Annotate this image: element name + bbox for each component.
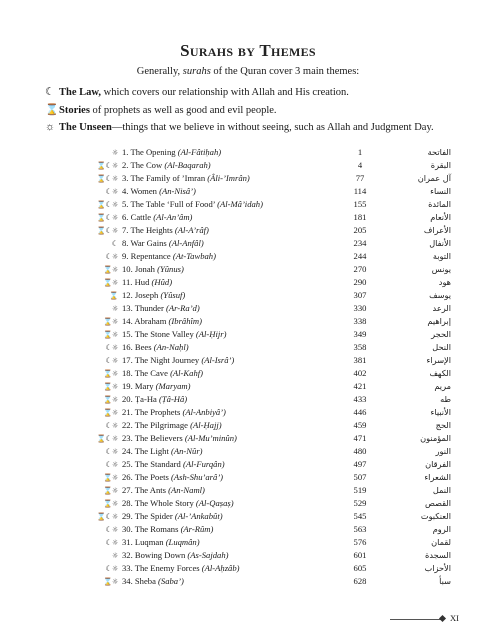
page-ref: 529 [353, 498, 367, 508]
surah-name [122, 380, 191, 393]
surah-name [122, 432, 237, 445]
surah-transliteration: (Al-Anfâl) [168, 238, 204, 248]
page-ref: 576 [353, 537, 367, 547]
page-ref: 601 [353, 550, 367, 560]
surah-title: 18. The Cave [122, 368, 171, 378]
surah-transliteration: (Al-’Ankabût) [174, 511, 223, 521]
page-number: XI [450, 613, 459, 623]
theme-icons: ⌛☼ [102, 408, 118, 417]
list-item [0, 224, 496, 237]
theme-stories-title: Stories [59, 105, 90, 116]
arabic-name: النمل [432, 485, 451, 495]
list-item [0, 185, 496, 198]
page-ref: 205 [353, 225, 367, 235]
theme-unseen [45, 121, 434, 133]
surah-name [122, 185, 196, 198]
page-ref: 402 [353, 368, 367, 378]
page-ref: 330 [353, 303, 367, 313]
page-ref: 338 [353, 316, 367, 326]
list-item [0, 406, 496, 419]
theme-law-title: The Law, [59, 87, 102, 98]
surah-transliteration: (Yûnus) [157, 264, 184, 274]
theme-icons: ⌛☼ [102, 473, 118, 482]
surah-title: 14. Abraham [122, 316, 169, 326]
page-ref: 519 [353, 485, 367, 495]
surah-transliteration: (Al-Ḥijr) [195, 329, 227, 339]
surah-title: 29. The Spider [122, 511, 175, 521]
list-item [0, 484, 496, 497]
surah-title: 21. The Prophets [122, 407, 183, 417]
page-ref: 307 [353, 290, 367, 300]
theme-icons: ☼ [111, 148, 118, 157]
list-item [0, 276, 496, 289]
surah-name [122, 575, 184, 588]
surah-title: 4. Women [122, 186, 160, 196]
surah-transliteration: (Âli-’Imrân) [207, 173, 250, 183]
page-ref: 545 [353, 511, 367, 521]
arabic-name: الشعراء [424, 472, 451, 482]
page-ref: 1 [357, 147, 363, 157]
intro-after: of the Quran cover 3 main themes: [210, 66, 360, 77]
surah-title: 24. The Light [122, 446, 172, 456]
surah-transliteration: (Al-Isrâ’) [201, 355, 235, 365]
list-item [0, 445, 496, 458]
surah-name [122, 523, 213, 536]
arabic-name: مريم [434, 381, 451, 391]
surah-transliteration: (An-Nisâ’) [159, 186, 196, 196]
list-item [0, 211, 496, 224]
page-ref: 446 [353, 407, 367, 417]
surah-transliteration: (Al-Kahf) [170, 368, 203, 378]
list-item [0, 172, 496, 185]
list-item [0, 510, 496, 523]
page-ref: 270 [353, 264, 367, 274]
surah-name [122, 549, 228, 562]
list-item [0, 263, 496, 276]
surah-name [122, 510, 223, 523]
surah-name [122, 393, 187, 406]
page-ref: 358 [353, 342, 367, 352]
surah-transliteration: (Ash-Shu’arâ’) [171, 472, 224, 482]
theme-icons: ⌛☼ [102, 499, 118, 508]
surah-name [122, 341, 189, 354]
arabic-name: الحجر [431, 329, 451, 339]
page-ref: 155 [353, 199, 367, 209]
page-ref: 290 [353, 277, 367, 287]
surah-title: 3. The Family of ’Imran [122, 173, 208, 183]
list-item [0, 497, 496, 510]
theme-icons: ☾☼ [105, 460, 118, 469]
surah-transliteration: (An-Naml) [168, 485, 205, 495]
page-ref: 563 [353, 524, 367, 534]
page-ref: 628 [353, 576, 367, 586]
arabic-name: الكهف [429, 368, 451, 378]
surah-transliteration: (Yûsuf) [160, 290, 186, 300]
list-item [0, 315, 496, 328]
theme-icons: ☾☼ [105, 564, 118, 573]
surah-name [122, 250, 216, 263]
list-item [0, 419, 496, 432]
list-item [0, 302, 496, 315]
arabic-name: آل عمران [417, 173, 451, 183]
surah-transliteration: (Al-Fâtiḥah) [177, 147, 222, 157]
page-ref: 244 [353, 251, 367, 261]
surah-transliteration: (Al-Baqarah) [164, 160, 211, 170]
page-ref: 471 [353, 433, 367, 443]
surah-name [122, 172, 250, 185]
theme-icons: ⌛☼ [102, 382, 118, 391]
surah-title: 7. The Heights [122, 225, 175, 235]
arabic-name: العنكبوت [420, 511, 451, 521]
arabic-name: الأعراف [423, 225, 451, 235]
theme-icons: ☾☼ [105, 538, 118, 547]
surah-name [122, 471, 223, 484]
arabic-name: الفرقان [425, 459, 451, 469]
surah-title: 26. The Poets [122, 472, 172, 482]
surah-transliteration: (As-Sajdah) [187, 550, 229, 560]
arabic-name: الرعد [432, 303, 451, 313]
surah-title: 22. The Pilgrimage [122, 420, 191, 430]
arabic-name: القصص [424, 498, 451, 508]
theme-icons: ⌛☼ [102, 486, 118, 495]
page-ref: 433 [353, 394, 367, 404]
list-item [0, 458, 496, 471]
arabic-name: إبراهيم [427, 316, 451, 326]
surah-title: 2. The Cow [122, 160, 165, 170]
surah-title: 9. Repentance [122, 251, 173, 261]
arabic-name: الروم [432, 524, 451, 534]
theme-icons: ☼ [111, 551, 118, 560]
theme-unseen-desc: —things that we believe in without seeing, such as Allah and Judgment Day. [111, 122, 434, 133]
arabic-name: النساء [430, 186, 451, 196]
surah-title: 31. Luqman [122, 537, 166, 547]
surah-transliteration: (Al-Mu’minûn) [184, 433, 237, 443]
list-item [0, 562, 496, 575]
page-ref: 181 [353, 212, 367, 222]
arabic-name: الحج [435, 420, 451, 430]
surah-title: 8. War Gains [122, 238, 169, 248]
list-item [0, 367, 496, 380]
surah-title: 10. Jonah [122, 264, 158, 274]
theme-law-desc: which covers our relationship with Allah and His creation. [101, 87, 349, 98]
theme-icons: ⌛☾☼ [96, 200, 118, 209]
theme-icons: ☾☼ [105, 447, 118, 456]
surah-transliteration: (Saba’) [158, 576, 184, 586]
theme-icons: ⌛☼ [102, 265, 118, 274]
surah-transliteration: (Ar-Ra’d) [166, 303, 200, 313]
page-footer [390, 613, 468, 627]
theme-law [45, 85, 349, 98]
theme-icons: ⌛☾☼ [96, 174, 118, 183]
page-ref: 77 [355, 173, 365, 183]
list-item [0, 380, 496, 393]
page-ref: 114 [353, 186, 367, 196]
theme-stories [45, 103, 277, 116]
surah-transliteration: (Luqmân) [165, 537, 200, 547]
surah-name [122, 263, 184, 276]
surah-name [122, 328, 226, 341]
arabic-name: سبأ [439, 576, 451, 586]
page-ref: 349 [353, 329, 367, 339]
page-ref: 381 [353, 355, 367, 365]
surah-transliteration: (Hûd) [151, 277, 173, 287]
intro-before: Generally, [136, 66, 183, 77]
surah-transliteration: (An-Naḥl) [153, 342, 189, 352]
theme-stories-desc: of prophets as well as good and evil people. [89, 105, 277, 116]
page-ref: 605 [353, 563, 367, 573]
surah-name [122, 159, 211, 172]
theme-icons: ⌛☼ [102, 577, 118, 586]
page-ref: 4 [357, 160, 363, 170]
list-item [0, 432, 496, 445]
arabic-name: لقمان [431, 537, 451, 547]
arabic-name: الأنعام [430, 212, 451, 222]
theme-icons: ☾☼ [105, 187, 118, 196]
surah-transliteration: (At-Tawbah) [172, 251, 216, 261]
surah-name [122, 497, 234, 510]
surah-title: 15. The Stone Valley [122, 329, 196, 339]
arabic-name: البقرة [430, 160, 451, 170]
page-ref: 480 [353, 446, 367, 456]
surah-name [122, 445, 203, 458]
surah-title: 32. Bowing Down [122, 550, 188, 560]
surah-transliteration: (Al-An’âm) [153, 212, 193, 222]
surah-title: 25. The Standard [122, 459, 183, 469]
theme-icons: ☾☼ [105, 356, 118, 365]
arabic-name: الفاتحة [427, 147, 451, 157]
list-item [0, 549, 496, 562]
arabic-name: يونس [431, 264, 451, 274]
theme-icons: ⌛☾☼ [96, 226, 118, 235]
arabic-name: طه [440, 394, 451, 404]
surah-name [122, 198, 263, 211]
list-item [0, 328, 496, 341]
page-ref: 234 [353, 238, 367, 248]
surah-transliteration: (Ṭâ-Hâ) [159, 394, 188, 404]
surah-name [122, 211, 192, 224]
intro-italic: surahs [182, 66, 211, 77]
list-item [0, 341, 496, 354]
surah-title: 19. Mary [122, 381, 156, 391]
arabic-name: الأحزاب [424, 563, 451, 573]
arabic-name: الأنبياء [430, 407, 451, 417]
surah-name [122, 302, 200, 315]
list-item [0, 198, 496, 211]
list-item [0, 523, 496, 536]
page-title: Surahs by Themes [180, 41, 316, 60]
surah-title: 34. Sheba [122, 576, 159, 586]
theme-icons: ☾☼ [105, 525, 118, 534]
sun-icon: ☼ [45, 121, 56, 133]
arabic-name: الإسراء [426, 355, 451, 365]
surah-transliteration: (Maryam) [155, 381, 191, 391]
surah-title: 33. The Enemy Forces [122, 563, 202, 573]
surah-name [122, 354, 234, 367]
surah-name [122, 458, 225, 471]
surah-title: 17. The Night Journey [122, 355, 202, 365]
surah-title: 1. The Opening [122, 147, 178, 157]
arabic-name: الأنفال [429, 238, 451, 248]
surah-title: 12. Joseph [122, 290, 161, 300]
surah-transliteration: (Al-A’râf) [174, 225, 209, 235]
surah-name [122, 289, 185, 302]
surah-title: 30. The Romans [122, 524, 181, 534]
diamond-icon [439, 615, 446, 622]
surah-name [122, 367, 203, 380]
arabic-name: النحل [432, 342, 451, 352]
surah-title: 5. The Table ‘Full of Food’ [122, 199, 218, 209]
surah-title: 23. The Believers [122, 433, 185, 443]
theme-icons: ☾ [111, 239, 118, 248]
surah-name [122, 419, 222, 432]
surah-transliteration: (An-Nûr) [171, 446, 203, 456]
arabic-name: النور [435, 446, 451, 456]
surah-transliteration: (Al-Mâ’idah) [217, 199, 263, 209]
surah-transliteration: (Ibrâhîm) [168, 316, 202, 326]
surah-transliteration: (Al-Aḥzâb) [201, 563, 240, 573]
theme-icons: ⌛☾☼ [96, 213, 118, 222]
list-item [0, 289, 496, 302]
surah-name [122, 562, 240, 575]
theme-icons: ☼ [111, 304, 118, 313]
arabic-name: التوبة [432, 251, 451, 261]
surah-title: 16. Bees [122, 342, 154, 352]
theme-icons: ⌛☾☼ [96, 512, 118, 521]
theme-icons: ⌛☼ [102, 278, 118, 287]
theme-unseen-title: The Unseen [59, 122, 112, 133]
surah-transliteration: (Ar-Rûm) [180, 524, 214, 534]
surah-title: 6. Cattle [122, 212, 154, 222]
list-item [0, 250, 496, 263]
arabic-name: يوسف [429, 290, 451, 300]
theme-icons: ⌛ [109, 291, 118, 300]
theme-icons: ☾☼ [105, 252, 118, 261]
theme-icons: ⌛☼ [102, 317, 118, 326]
arabic-name: السجدة [425, 550, 451, 560]
page-ref: 421 [353, 381, 367, 391]
surah-name [122, 224, 209, 237]
surah-list [0, 146, 496, 588]
surah-transliteration: (Al-Anbiyâ’) [182, 407, 226, 417]
list-item [0, 237, 496, 250]
theme-icons: ☾☼ [105, 343, 118, 352]
page-ref: 507 [353, 472, 367, 482]
surah-name [122, 237, 204, 250]
arabic-name: هود [438, 277, 451, 287]
surah-name [122, 406, 226, 419]
crescent-icon: ☾ [45, 86, 55, 98]
surah-title: 11. Hud [122, 277, 152, 287]
list-item [0, 575, 496, 588]
surah-name [122, 276, 172, 289]
surah-title: 20. Ṭa-Ha [122, 394, 159, 404]
surah-title: 13. Thunder [122, 303, 166, 313]
list-item [0, 536, 496, 549]
footer-rule [390, 619, 442, 620]
arabic-name: المائدة [428, 199, 451, 209]
page-ref: 497 [353, 459, 367, 469]
surah-name [122, 484, 205, 497]
list-item [0, 354, 496, 367]
surah-name [122, 536, 200, 549]
theme-icons: ⌛☾☼ [96, 161, 118, 170]
surah-transliteration: (Al-Ḥajj) [190, 420, 222, 430]
intro-text [0, 66, 496, 77]
list-item [0, 159, 496, 172]
list-item [0, 393, 496, 406]
theme-icons: ⌛☼ [102, 369, 118, 378]
surah-transliteration: (Al-Furqân) [182, 459, 225, 469]
list-item [0, 146, 496, 159]
arabic-name: المؤمنون [420, 433, 451, 443]
list-item [0, 471, 496, 484]
theme-icons: ⌛☼ [102, 395, 118, 404]
theme-icons: ⌛☼ [102, 330, 118, 339]
surah-name [122, 315, 202, 328]
theme-icons: ☾☼ [105, 421, 118, 430]
hourglass-icon: ⌛ [45, 104, 59, 116]
surah-title: 28. The Whole Story [122, 498, 196, 508]
surah-title: 27. The Ants [122, 485, 169, 495]
page-ref: 459 [353, 420, 367, 430]
surah-transliteration: (Al-Qaṣaṣ) [195, 498, 234, 508]
surah-name [122, 146, 221, 159]
theme-icons: ⌛☾☼ [96, 434, 118, 443]
